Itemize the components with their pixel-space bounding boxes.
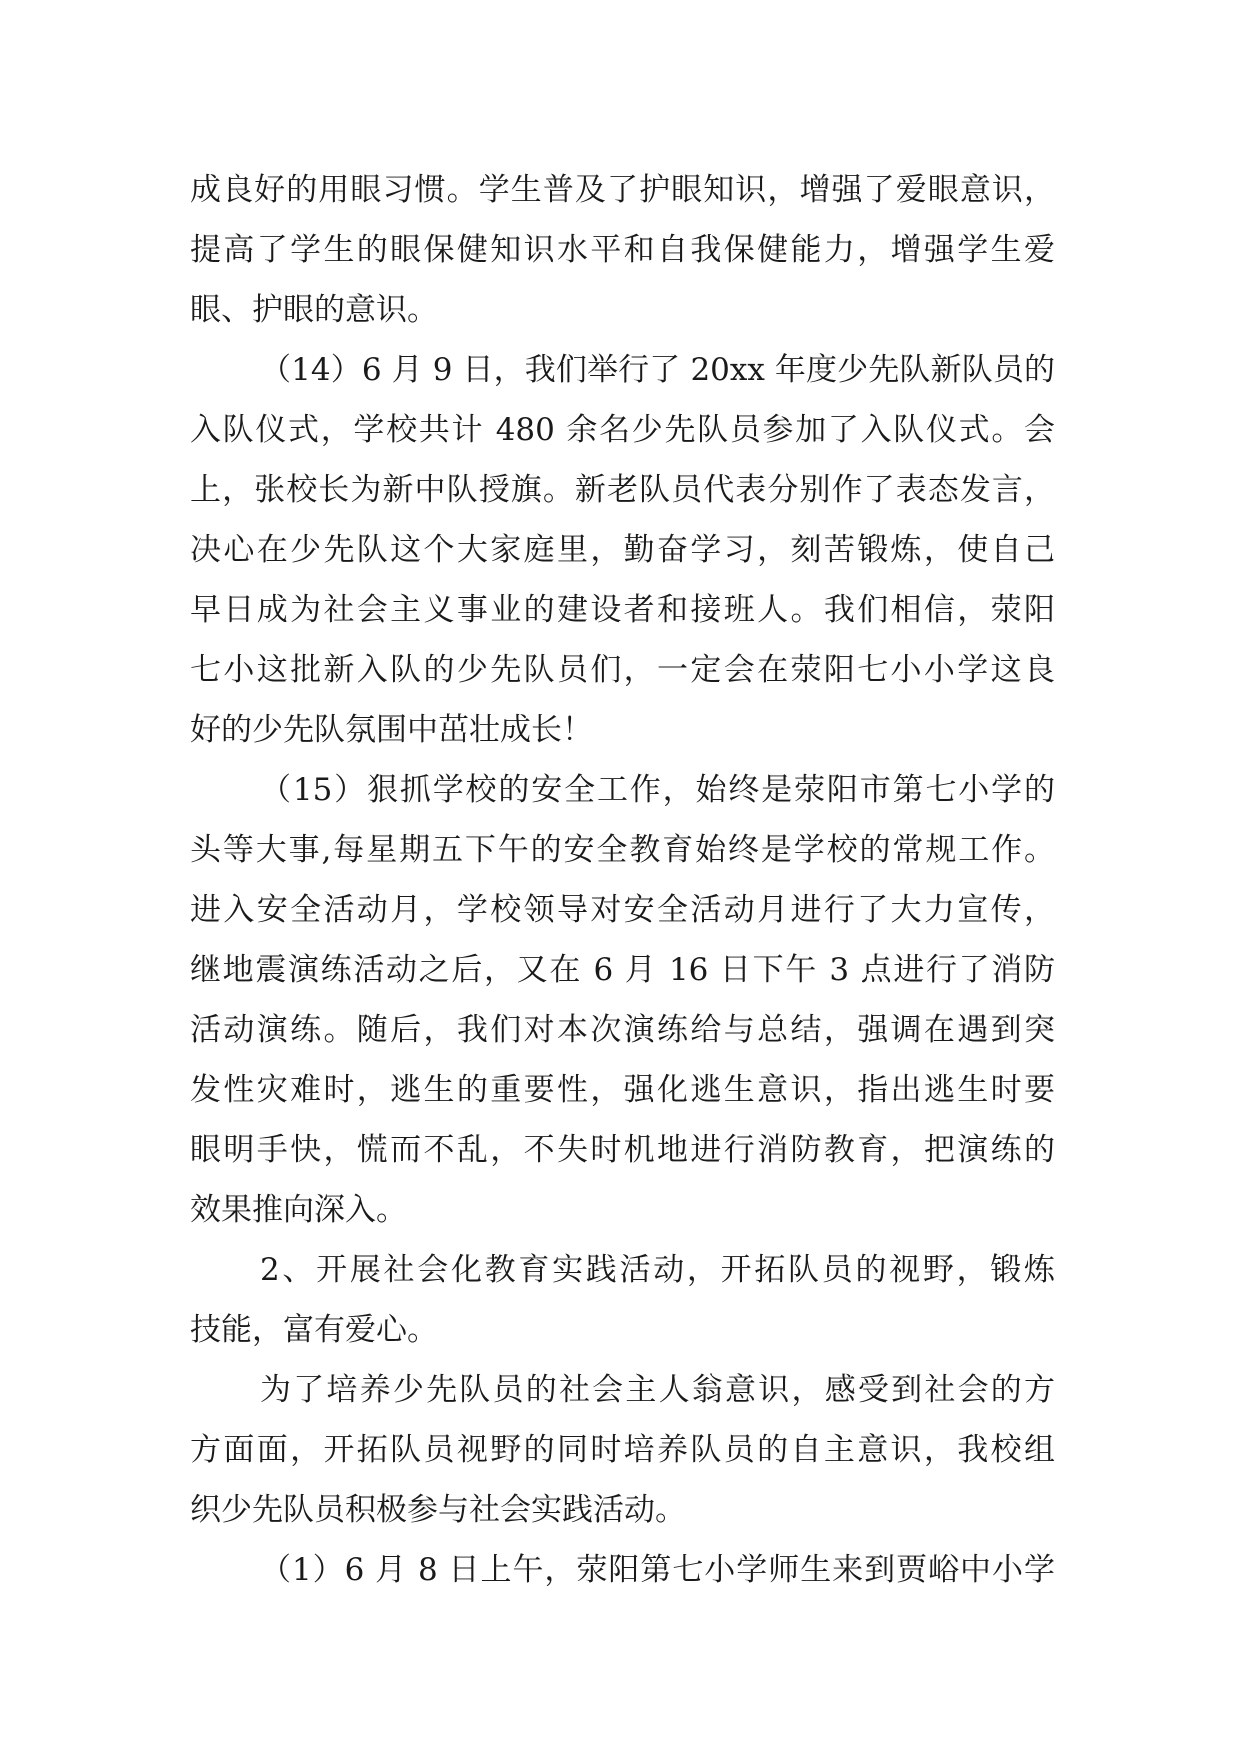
text-line: 发性灾难时，逃生的重要性，强化逃生意识，指出逃生时要 (190, 1072, 1055, 1108)
paragraph-14 (190, 340, 1055, 760)
text-line: （1）6 月 8 日上午，荥阳第七小学师生来到贾峪中小学 (260, 1552, 1055, 1588)
text-line: 入队仪式，学校共计 480 余名少先队员参加了入队仪式。会 (190, 412, 1055, 448)
text-line: 方面面，开拓队员视野的同时培养队员的自主意识，我校组 (190, 1432, 1055, 1468)
text-line: 好的少先队氛围中茁壮成长！ (190, 712, 593, 748)
text-line: 为了培养少先队员的社会主人翁意识，感受到社会的方 (260, 1372, 1055, 1408)
section-heading-line: 技能，富有爱心。 (190, 1312, 438, 1348)
text-line: 效果推向深入。 (190, 1192, 407, 1228)
section-heading-line: 2、开展社会化教育实践活动，开拓队员的视野，锻炼 (260, 1252, 1055, 1288)
text-line: （15）狠抓学校的安全工作，始终是荥阳市第七小学的 (260, 772, 1055, 808)
paragraph-section-2 (190, 1240, 1055, 1360)
text-line: （14）6 月 9 日，我们举行了 20xx 年度少先队新队员的 (260, 352, 1055, 388)
text-line: 进入安全活动月，学校领导对安全活动月进行了大力宣传， (190, 892, 1055, 928)
paragraph-1 (190, 1540, 1055, 1600)
text-line: 决心在少先队这个大家庭里，勤奋学习，刻苦锻炼，使自己 (190, 532, 1055, 568)
text-line: 提高了学生的眼保健知识水平和自我保健能力，增强学生爱 (190, 232, 1055, 268)
text-line: 织少先队员积极参与社会实践活动。 (190, 1492, 686, 1528)
text-line: 继地震演练活动之后，又在 6 月 16 日下午 3 点进行了消防 (190, 952, 1055, 988)
text-line: 七小这批新入队的少先队员们，一定会在荥阳七小小学这良 (190, 652, 1055, 688)
text-line: 活动演练。随后，我们对本次演练给与总结，强调在遇到突 (190, 1012, 1055, 1048)
paragraph-social-practice (190, 1360, 1055, 1540)
text-line: 成良好的用眼习惯。学生普及了护眼知识，增强了爱眼意识， (190, 172, 1055, 208)
text-line: 早日成为社会主义事业的建设者和接班人。我们相信，荥阳 (190, 592, 1055, 628)
text-line: 眼明手快，慌而不乱，不失时机地进行消防教育，把演练的 (190, 1132, 1055, 1168)
text-line: 上，张校长为新中队授旗。新老队员代表分别作了表态发言， (190, 472, 1055, 508)
document-body (190, 160, 1055, 1600)
text-line: 眼、护眼的意识。 (190, 292, 438, 328)
text-line: 头等大事,每星期五下午的安全教育始终是学校的常规工作。 (190, 832, 1055, 868)
paragraph-eye-care (190, 160, 1055, 340)
paragraph-15 (190, 760, 1055, 1240)
